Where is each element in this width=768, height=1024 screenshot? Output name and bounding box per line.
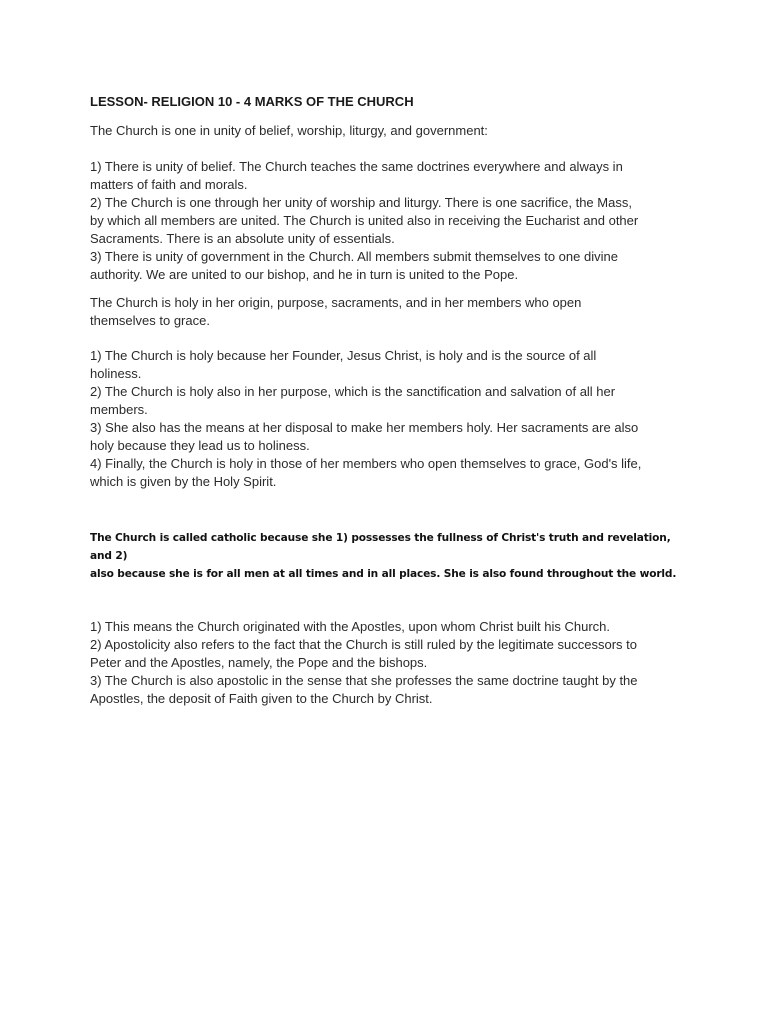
holy-line: 2) The Church is holy also in her purpose, which is the sanctification and salvation of all her <box>90 384 616 399</box>
one-line: 2) The Church is one through her unity of worship and liturgy. There is one sacrifice, the Mass, <box>90 195 632 210</box>
holy-line: members. <box>90 402 148 417</box>
one-paragraph <box>90 158 688 284</box>
one-intro: The Church is one in unity of belief, worship, liturgy, and government: <box>90 123 488 138</box>
holy-line: 1) The Church is holy because her Founder, Jesus Christ, is holy and is the source of all <box>90 348 597 363</box>
page-title: LESSON- RELIGION 10 - 4 MARKS OF THE CHURCH <box>90 94 414 109</box>
apostolic-paragraph <box>90 618 688 708</box>
one-line: 1) There is unity of belief. The Church teaches the same doctrines everywhere and always in <box>90 159 623 174</box>
holy-line: which is given by the Holy Spirit. <box>90 474 277 489</box>
holy-line: 4) Finally, the Church is holy in those of her members who open themselves to grace, God's life, <box>90 456 642 471</box>
holy-line: 3) She also has the means at her disposal to make her members holy. Her sacraments are also <box>90 420 639 435</box>
apostolic-line: 1) This means the Church originated with the Apostles, upon whom Christ built his Church. <box>90 619 611 634</box>
holy-line: holy because they lead us to holiness. <box>90 438 310 453</box>
one-line: by which all members are united. The Church is united also in receiving the Eucharist and other <box>90 213 639 228</box>
catholic-paragraph <box>90 529 688 583</box>
apostolic-line: 2) Apostolicity also refers to the fact that the Church is still ruled by the legitimate successors to <box>90 637 637 652</box>
one-line: Sacraments. There is an absolute unity of essentials. <box>90 231 395 246</box>
holy-intro <box>90 294 688 330</box>
holy-intro-line: themselves to grace. <box>90 313 210 328</box>
apostolic-line: 3) The Church is also apostolic in the sense that she professes the same doctrine taught by the <box>90 673 638 688</box>
apostolic-line: Peter and the Apostles, namely, the Pope and the bishops. <box>90 655 428 670</box>
apostolic-line: Apostles, the deposit of Faith given to the Church by Christ. <box>90 691 433 706</box>
holy-paragraph <box>90 347 688 491</box>
holy-line: holiness. <box>90 366 142 381</box>
catholic-line: also because she is for all men at all times and in all places. She is also found throughout the world. <box>90 568 677 580</box>
catholic-line: The Church is called catholic because she 1) possesses the fullness of Christ's truth and revelation, and 2) <box>90 532 671 562</box>
document-page <box>90 93 688 708</box>
one-line: 3) There is unity of government in the Church. All members submit themselves to one divine <box>90 249 618 264</box>
one-line: matters of faith and morals. <box>90 177 248 192</box>
one-line: authority. We are united to our bishop, and he in turn is united to the Pope. <box>90 267 519 282</box>
holy-intro-line: The Church is holy in her origin, purpose, sacraments, and in her members who open <box>90 295 582 310</box>
